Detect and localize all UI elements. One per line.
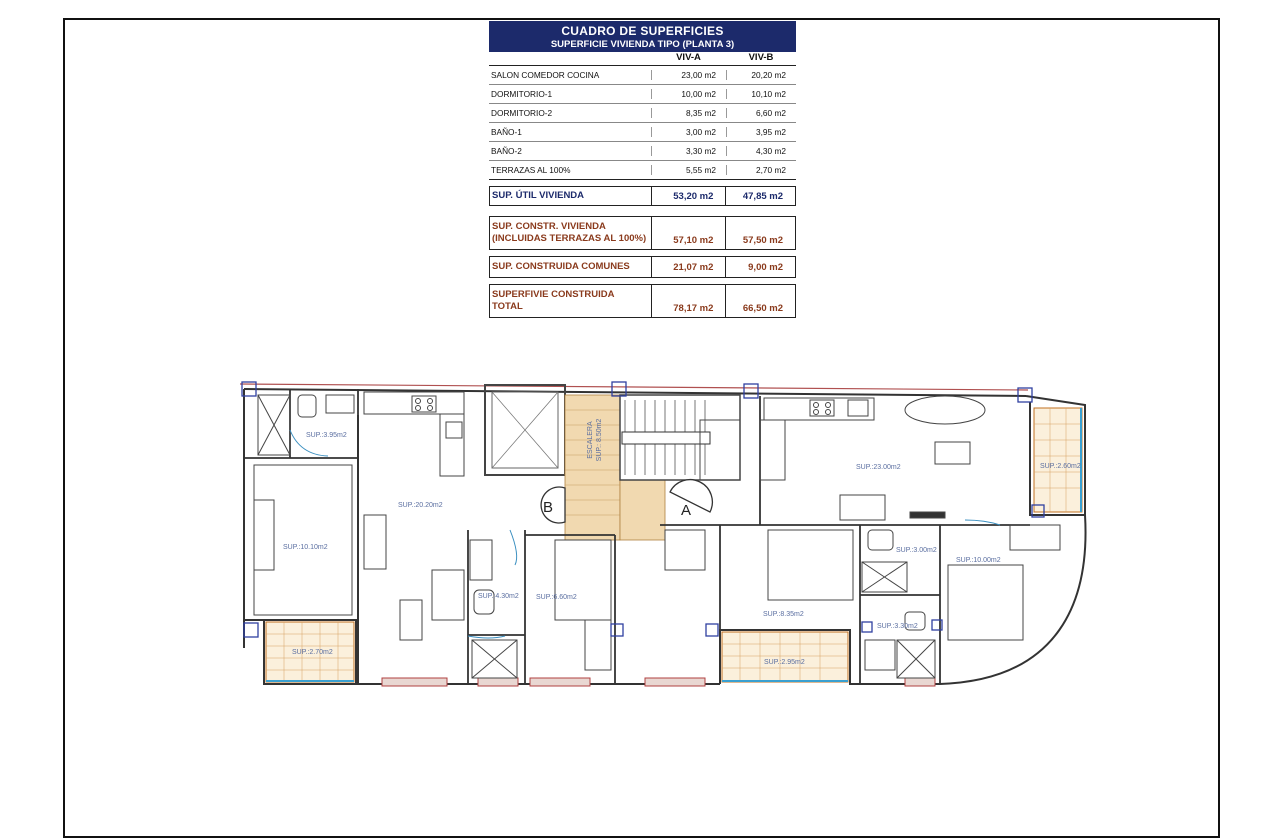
unit-marker-b xyxy=(541,487,565,523)
table-subtitle: SUPERFICIE VIVIENDA TIPO (PLANTA 3) xyxy=(550,39,735,50)
table-row: BAÑO-2 3,30 m2 4,30 m2 xyxy=(489,142,796,161)
room-label: SUP.:3.95m2 xyxy=(306,432,347,439)
room-label: SUP.:8.35m2 xyxy=(763,611,804,618)
table-row: TERRAZAS AL 100% 5,55 m2 2,70 m2 xyxy=(489,161,796,180)
total-label-2: TOTAL xyxy=(492,301,523,312)
table-row: DORMITORIO-1 10,00 m2 10,10 m2 xyxy=(489,85,796,104)
stair-label: ESCALERA xyxy=(587,421,594,459)
unit-a-label: A xyxy=(680,502,692,519)
stair-area-label: SUP.: 8.50m2 xyxy=(596,418,603,462)
room-label: SUP.:2.60m2 xyxy=(1040,463,1081,470)
room-label: SUP.:2.95m2 xyxy=(764,659,805,666)
table-row: DORMITORIO-2 8,35 m2 6,60 m2 xyxy=(489,104,796,123)
unit-marker-a xyxy=(670,480,712,519)
constr-label-1: SUP. CONSTR. VIVIENDA xyxy=(492,221,606,232)
table-row: BAÑO-1 3,00 m2 3,95 m2 xyxy=(489,123,796,142)
room-label: SUP.:2.70m2 xyxy=(292,649,333,656)
stair-core xyxy=(485,385,740,540)
stair-landing xyxy=(565,395,620,540)
total-area-box: SUPERFIVIE CONSTRUIDA TOTAL 78,17 m2 66,50 m2 xyxy=(489,284,796,318)
room-labels xyxy=(283,432,1081,666)
col-viv-b: VIV-B xyxy=(748,52,774,63)
room-label: SUP.:4.30m2 xyxy=(478,593,519,600)
table-title: CUADRO DE SUPERFICIES xyxy=(561,24,724,38)
room-label: SUP.:10.00m2 xyxy=(956,557,1001,564)
table-row: SALON COMEDOR COCINA 23,00 m2 20,20 m2 xyxy=(489,66,796,85)
room-label: SUP.:20.20m2 xyxy=(398,502,443,509)
total-label-1: SUPERFIVIE CONSTRUIDA xyxy=(492,289,615,300)
room-label: SUP.:23.00m2 xyxy=(856,464,901,471)
room-label: SUP.:3.30m2 xyxy=(877,623,918,630)
constructed-area-box: SUP. CONSTR. VIVIENDA (INCLUIDAS TERRAZAS AL 100%) 57,10 m2 57,50 m2 xyxy=(489,216,796,250)
constr-label-2: (INCLUIDAS TERRAZAS AL 100%) xyxy=(492,233,647,244)
common-area-box: SUP. CONSTRUIDA COMUNES 21,07 m2 9,00 m2 xyxy=(489,256,796,278)
room-label: SUP.:3.00m2 xyxy=(896,547,937,554)
terraces xyxy=(266,408,1082,682)
unit-b-label: B xyxy=(542,499,554,516)
room-label: SUP.:6.60m2 xyxy=(536,594,577,601)
room-label: SUP.:10.10m2 xyxy=(283,544,328,551)
col-viv-a: VIV-A xyxy=(676,52,701,63)
util-area-box: SUP. ÚTIL VIVIENDA 53,20 m2 47,85 m2 xyxy=(489,186,796,206)
